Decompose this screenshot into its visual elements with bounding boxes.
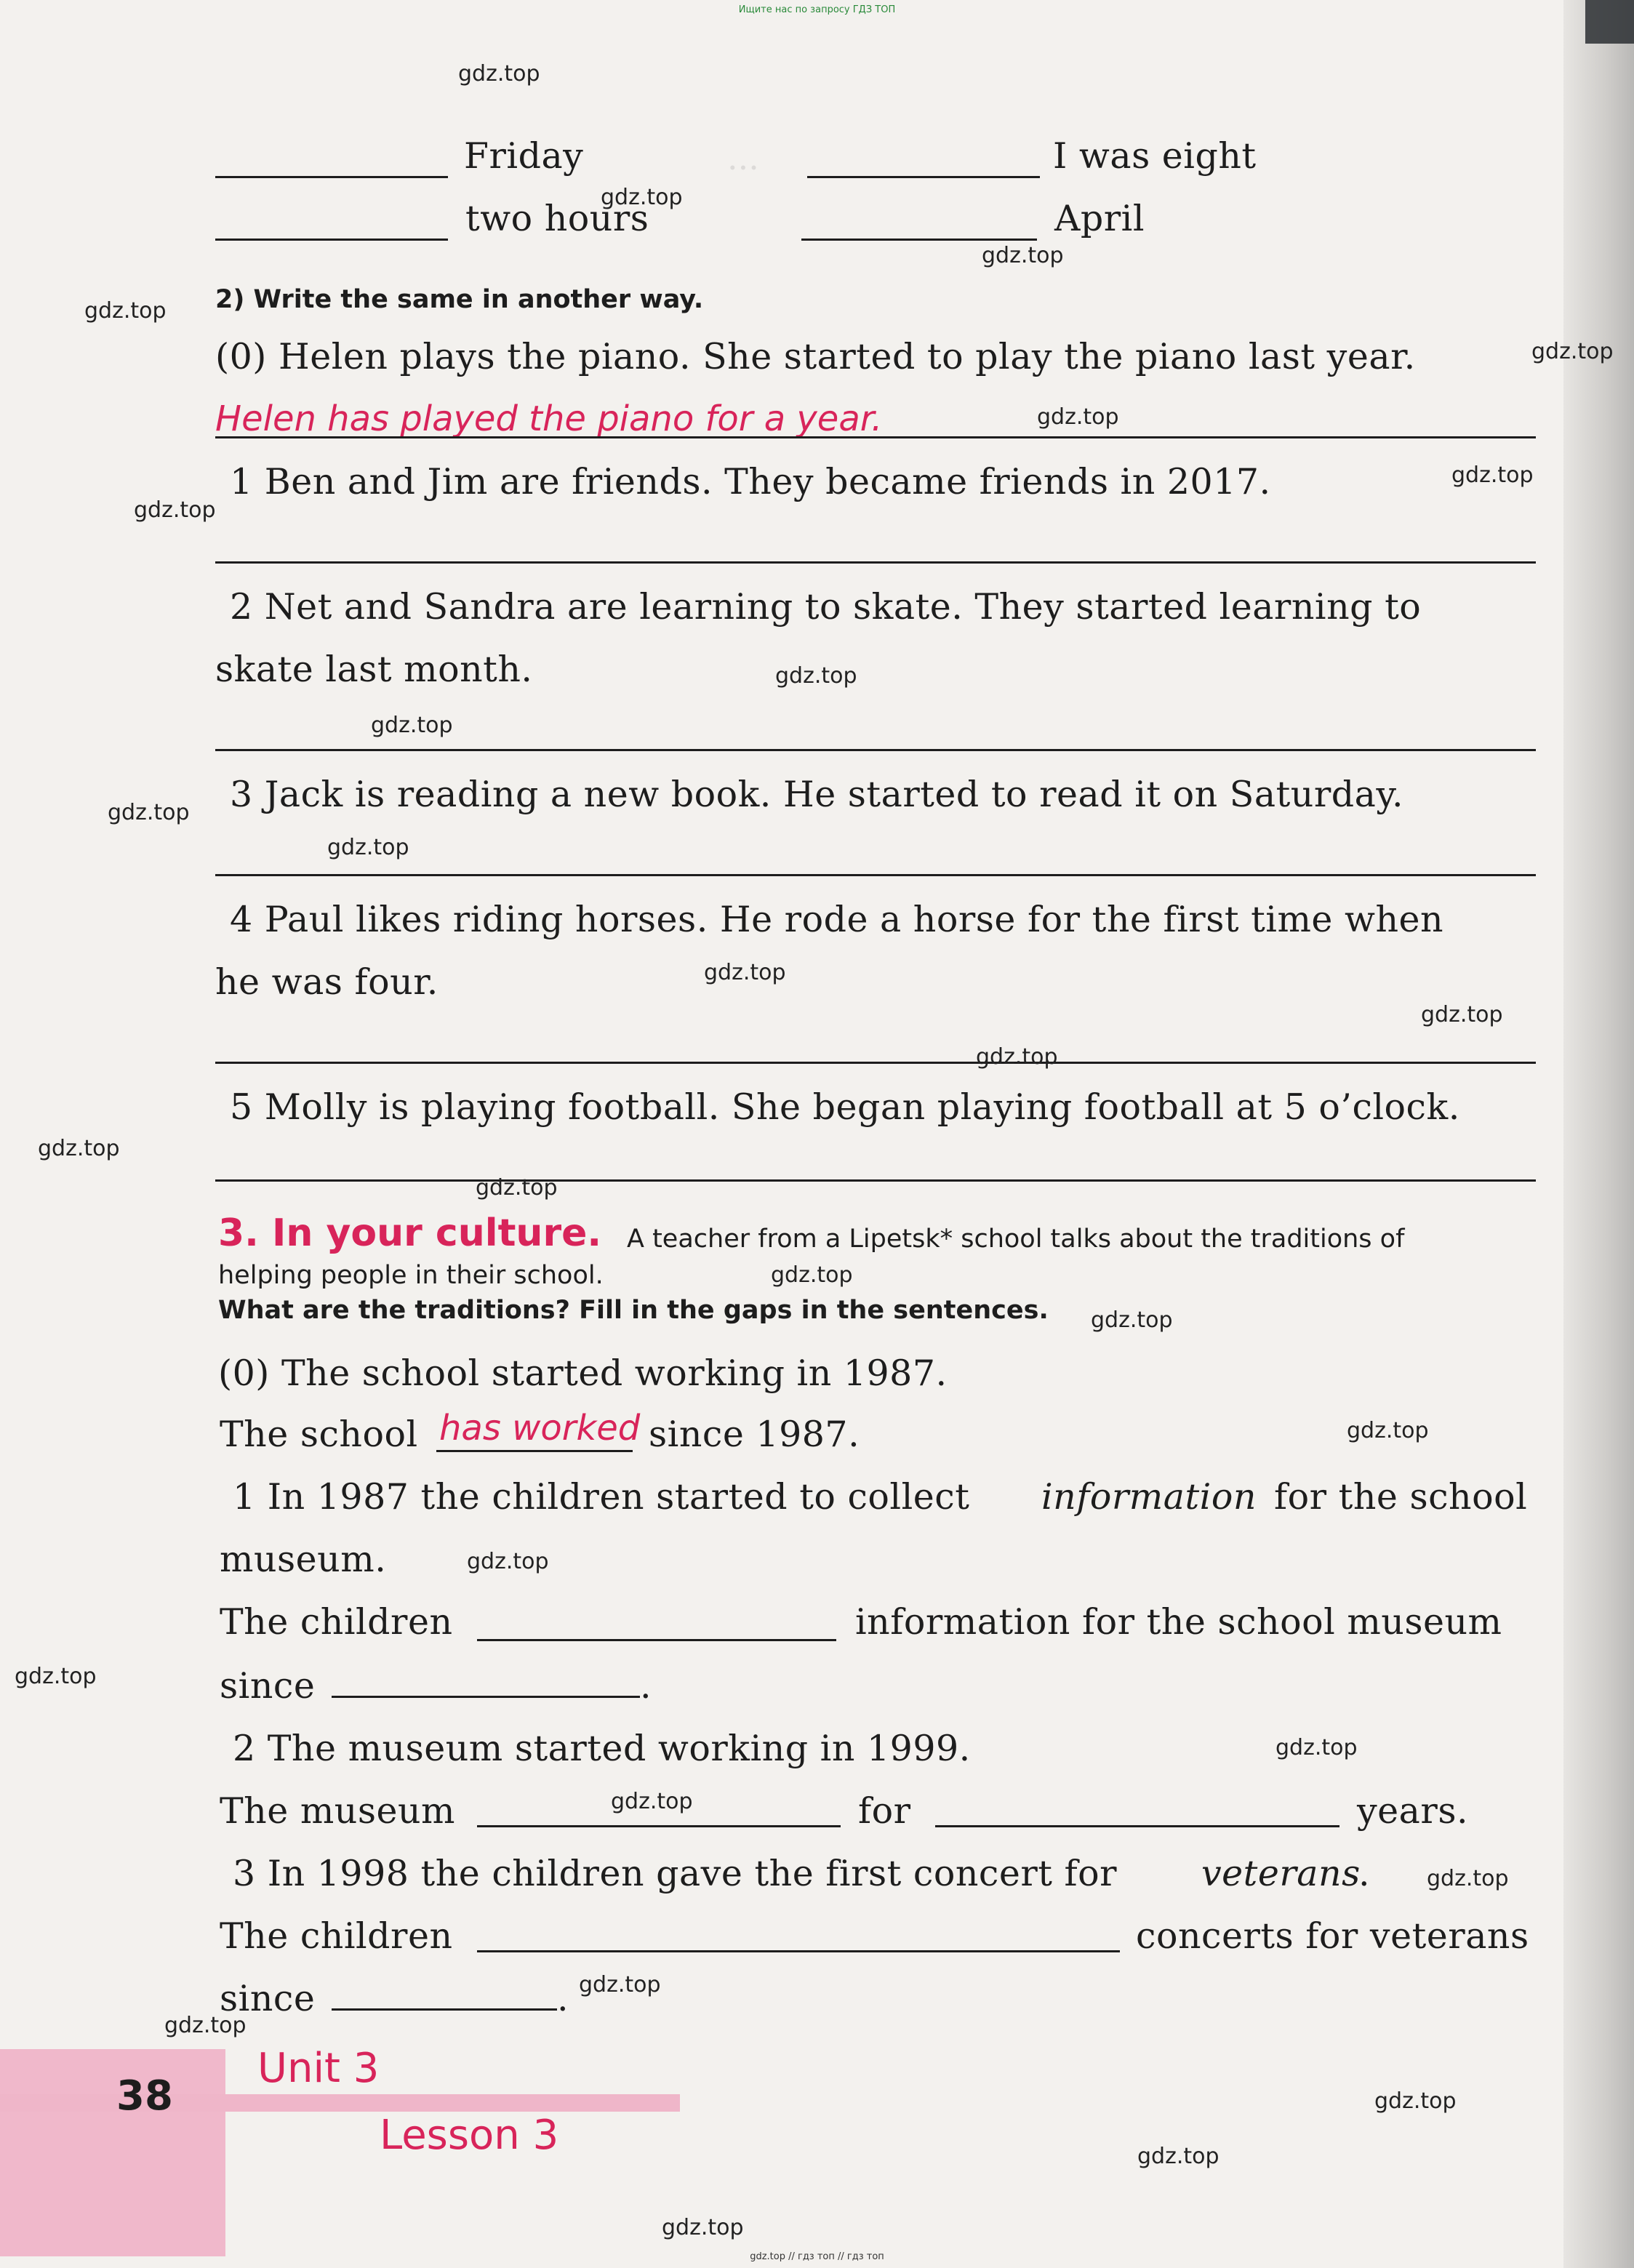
answer-line[interactable] [436,1450,633,1452]
ex3-item3-line3-prefix: since [220,1978,316,2019]
answer-line[interactable] [801,239,1037,241]
word-april: April [1054,198,1145,239]
ex3-example-prefix: The school [220,1414,418,1455]
ex3-intro-line2: helping people in their school. [218,1261,604,1290]
ex3-item1-line3-suffix: information for the school museum [855,1601,1502,1643]
unit-label: Unit 3 [257,2045,380,2092]
answer-line[interactable] [215,561,1536,564]
ex2-instruction: 2) Write the same in another way. [215,285,704,314]
answer-line[interactable] [477,1639,836,1641]
ex2-item2-line1: 2 Net and Sandra are learning to skate. They started learning to [230,586,1422,628]
ex3-item1-line3-prefix: The children [220,1601,453,1643]
watermark: gdz.top [1137,2144,1220,2169]
ex3-item2-line2-suffix: years. [1357,1790,1469,1832]
ex3-item1-line4-prefix: since [220,1665,316,1707]
ex2-item5: 5 Molly is playing football. She began playing football at 5 o’clock. [230,1086,1460,1128]
watermark: gdz.top [771,1262,853,1288]
ex3-item3-line1-suffix: . [1358,1853,1371,1894]
watermark: gdz.top [601,185,683,210]
watermark: gdz.top [1427,1866,1509,1891]
lesson-label: Lesson 3 [380,2112,559,2159]
answer-line[interactable] [807,176,1040,178]
ex3-item3-line1-prefix: 3 In 1998 the children gave the first concert for [233,1853,1118,1894]
answer-line[interactable] [935,1825,1339,1827]
ex3-item3-line2-suffix: concerts for veterans [1136,1915,1529,1957]
ex2-item1: 1 Ben and Jim are friends. They became friends in 2017. [230,461,1271,502]
ex3-instruction: What are the traditions? Fill in the gaps in the sentences. [218,1296,1049,1325]
footer-pink-band [0,2094,680,2112]
ex3-item3-line2-prefix: The children [220,1915,453,1957]
watermark: gdz.top [662,2215,744,2240]
watermark: gdz.top [476,1175,558,1201]
answer-line[interactable] [215,436,1536,438]
ex2-item2-line2: skate last month. [215,649,533,690]
watermark: gdz.top [84,298,167,324]
watermark: gdz.top [976,1044,1058,1070]
ex3-item2-line2-middle: for [858,1790,911,1832]
watermark: gdz.top [327,835,409,860]
watermark: gdz.top [467,1549,549,1574]
ex3-item2-line2-prefix: The museum [220,1790,456,1832]
watermark: gdz.top [1037,404,1119,430]
ex3-item2-line1: 2 The museum started working in 1999. [233,1728,971,1769]
ex3-example-answer: has worked [439,1408,641,1448]
watermark: gdz.top [1091,1307,1173,1333]
ex3-item1-emphasis: information [1041,1476,1257,1518]
watermark: gdz.top [1451,462,1534,488]
ex3-intro-line1: A teacher from a Lipetsk* school talks about the traditions of [627,1225,1405,1254]
watermark: gdz.top [164,2013,247,2038]
ex3-example-line1: (0) The school started working in 1987. [218,1353,948,1394]
footer-note: gdz.top // гдз топ // гдз топ [750,2251,884,2262]
ex3-example-suffix: since 1987. [649,1414,860,1455]
word-friday: Friday [464,135,584,177]
ex3-item1-line4-suffix: . [640,1665,652,1707]
ex3-item1-line2: museum. [220,1539,387,1580]
header-note: Ищите нас по запросу ГДЗ ТОП [738,4,896,15]
watermark: gdz.top [38,1136,120,1161]
answer-line[interactable] [215,1062,1536,1064]
watermark: gdz.top [371,713,453,738]
watermark: gdz.top [579,1972,661,1997]
ex2-item3: 3 Jack is reading a new book. He started to read it on Saturday. [230,774,1404,815]
answer-line[interactable] [215,239,448,241]
footer-pink-block [0,2049,225,2256]
answer-line[interactable] [215,874,1536,876]
ex2-example: (0) Helen plays the piano. She started to play the piano last year. [215,336,1416,377]
page-number: 38 [116,2072,173,2120]
ex3-heading: 3. In your culture. [218,1211,602,1255]
answer-line[interactable] [332,2008,557,2011]
answer-line[interactable] [215,749,1536,751]
watermark: gdz.top [134,497,216,523]
watermark: gdz.top [982,243,1064,268]
ex3-item1-line1-prefix: 1 In 1987 the children started to collect [233,1476,970,1518]
watermark: gdz.top [704,960,786,985]
watermark: gdz.top [1374,2088,1457,2114]
word-i-was-eight: I was eight [1053,135,1257,177]
bleed-through: ... [727,138,759,177]
answer-line[interactable] [215,1179,1536,1182]
ex2-item4-line1: 4 Paul likes riding horses. He rode a horse for the first time when [230,899,1444,940]
watermark: gdz.top [15,1664,97,1689]
watermark: gdz.top [1275,1735,1358,1760]
watermark: gdz.top [108,800,190,825]
answer-line[interactable] [477,1950,1120,1952]
watermark: gdz.top [1347,1418,1429,1443]
answer-line[interactable] [215,176,448,178]
watermark: gdz.top [1531,339,1614,364]
ex3-item1-line1-suffix: for the school [1274,1476,1528,1518]
watermark: gdz.top [1421,1002,1503,1027]
answer-line[interactable] [477,1825,841,1827]
word-two-hours: two hours [465,198,649,239]
ex2-item4-line2: he was four. [215,961,438,1003]
answer-line[interactable] [332,1696,640,1698]
watermark: gdz.top [611,1789,693,1814]
ex3-item3-line3-suffix: . [557,1978,569,2019]
ex2-example-answer: Helen has played the piano for a year. [215,398,883,439]
ex3-item3-emphasis: veterans [1201,1853,1361,1894]
watermark: gdz.top [458,61,540,87]
watermark: gdz.top [775,663,857,689]
